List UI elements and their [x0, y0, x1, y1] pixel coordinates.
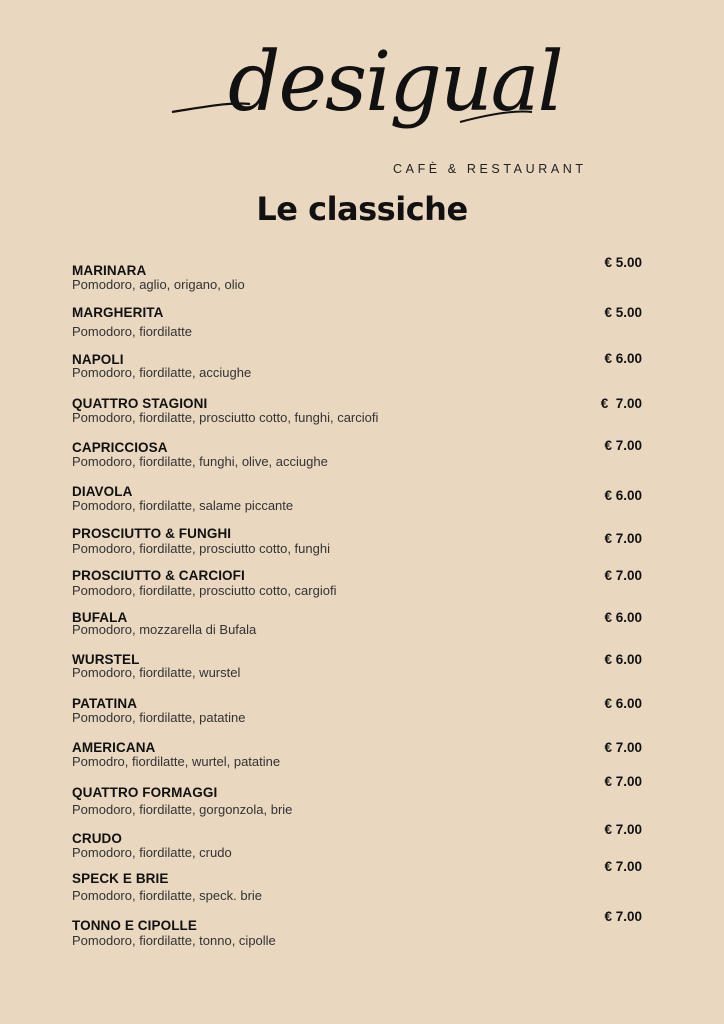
item-name: BUFALA [72, 610, 128, 625]
item-description: Pomodoro, fiordilatte, prosciutto cotto, funghi, carciofi [72, 410, 379, 425]
item-name: CRUDO [72, 831, 122, 846]
item-price: € 6.00 [604, 652, 642, 667]
item-price: € 5.00 [604, 305, 642, 320]
item-price: € 7.00 [604, 531, 642, 546]
item-description: Pomodro, fiordilatte, wurtel, patatine [72, 754, 281, 769]
item-price: € 5.00 [604, 255, 642, 270]
item-price: € 7.00 [604, 909, 642, 924]
item-name: WURSTEL [72, 652, 140, 667]
item-name: DIAVOLA [72, 484, 133, 499]
section-title: Le classiche [256, 190, 468, 228]
item-description: Pomodoro, fiordilatte, patatine [72, 710, 246, 725]
item-price: € 6.00 [604, 488, 642, 503]
item-description: Pomodoro, aglio, origano, olio [72, 277, 245, 292]
item-description: Pomodoro, fiordilatte, gorgonzola, brie [72, 802, 293, 817]
item-description: Pomodoro, fiordilatte, tonno, cipolle [72, 933, 276, 948]
item-description: Pomodoro, fiordilatte, funghi, olive, acciughe [72, 454, 328, 469]
item-description: Pomodoro, fiordilatte, prosciutto cotto, funghi [72, 541, 330, 556]
item-description: Pomodoro, fiordilatte, crudo [72, 845, 232, 860]
item-name: PROSCIUTTO & CARCIOFI [72, 568, 245, 583]
item-name: AMERICANA [72, 740, 156, 755]
item-name: MARINARA [72, 263, 147, 278]
item-description: Pomodoro, fiordilatte, wurstel [72, 665, 241, 680]
item-description: Pomodoro, fiordilatte, acciughe [72, 365, 252, 380]
item-name: MARGHERITA [72, 305, 164, 320]
item-price: € 7.00 [600, 396, 642, 411]
item-price: € 7.00 [604, 822, 642, 837]
item-description: Pomodoro, fiordilatte, prosciutto cotto, cargiofi [72, 583, 337, 598]
logo-text: desigual [228, 35, 562, 130]
item-price: € 7.00 [604, 438, 642, 453]
item-description: Pomodoro, fiordilatte, salame piccante [72, 498, 294, 513]
item-name: QUATTRO STAGIONI [72, 396, 208, 411]
item-name: CAPRICCIOSA [72, 440, 168, 455]
item-description: Pomodoro, fiordilatte [72, 324, 192, 339]
item-name: PROSCIUTTO & FUNGHI [72, 526, 232, 541]
item-description: Pomodoro, mozzarella di Bufala [72, 622, 257, 637]
tagline: CAFÈ & RESTAURANT [393, 162, 587, 176]
item-name: PATATINA [72, 696, 138, 711]
item-price: € 7.00 [604, 740, 642, 755]
item-price: € 6.00 [604, 351, 642, 366]
brand-logo [170, 35, 562, 180]
item-name: SPECK E BRIE [72, 871, 169, 886]
item-name: NAPOLI [72, 352, 124, 367]
item-price: € 7.00 [604, 568, 642, 583]
item-name: TONNO E CIPOLLE [72, 918, 198, 933]
item-price: € 6.00 [604, 610, 642, 625]
item-price: € 7.00 [604, 859, 642, 874]
item-price: € 6.00 [604, 696, 642, 711]
item-price: € 7.00 [604, 774, 642, 789]
item-name: QUATTRO FORMAGGI [72, 785, 218, 800]
item-description: Pomodoro, fiordilatte, speck. brie [72, 888, 263, 903]
